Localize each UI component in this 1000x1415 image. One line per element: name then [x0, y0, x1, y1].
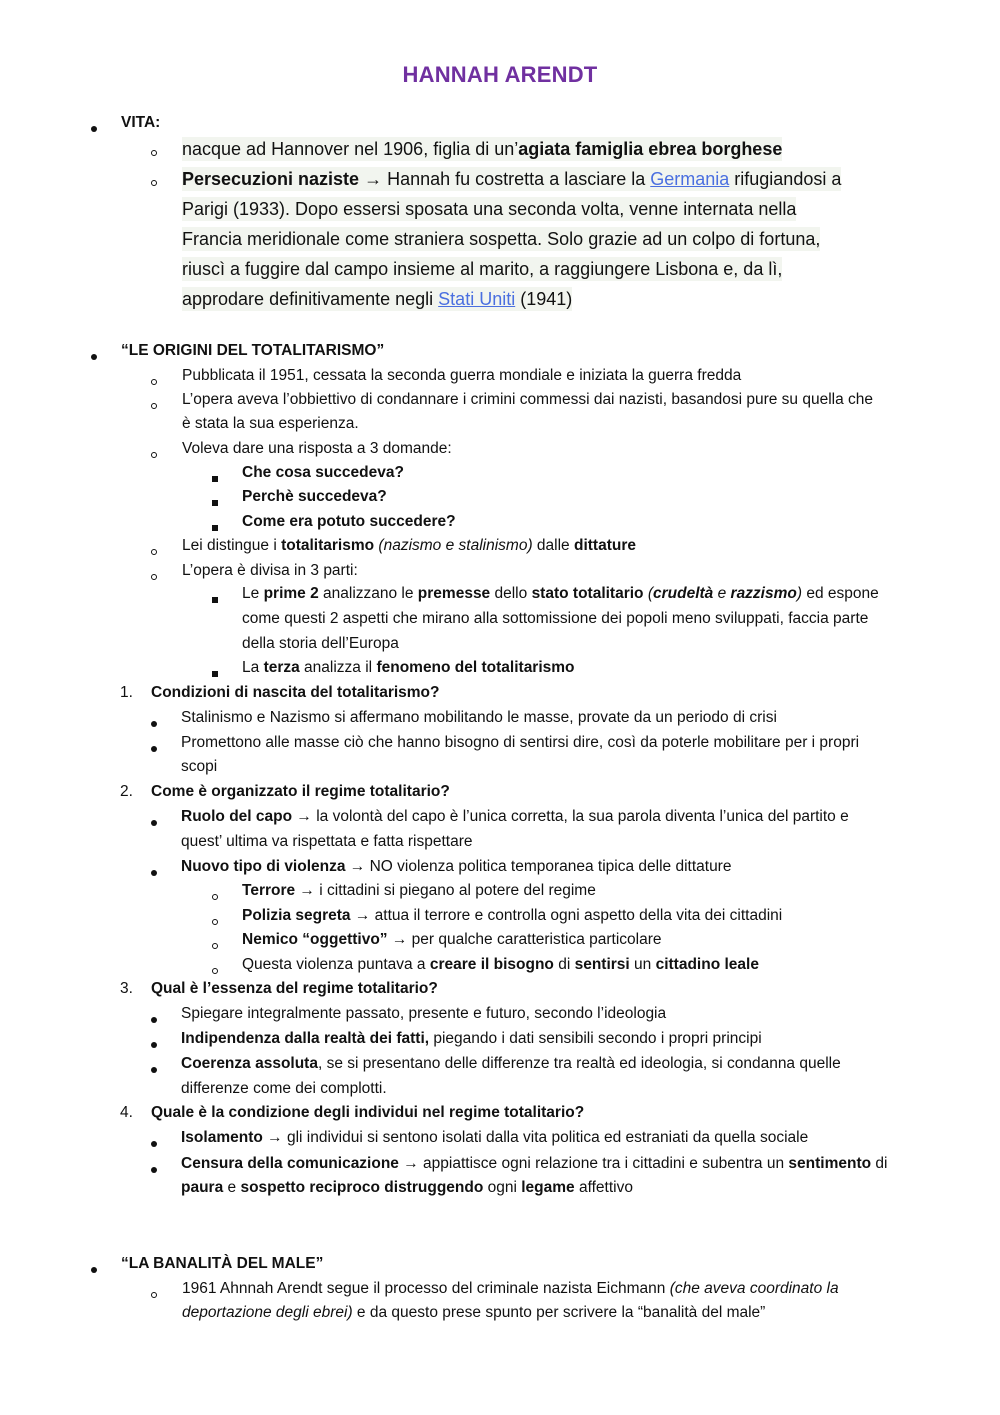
- section-1-bullet-1: Stalinismo e Nazismo si affermano mobilitando le masse, provate da un periodo di crisi: [181, 709, 777, 726]
- square-bullet: [212, 492, 218, 512]
- section-2-sub-4: Questa violenza puntava a creare il bisogno di sentirsi un cittadino leale: [242, 956, 759, 973]
- square-bullet: [212, 468, 218, 488]
- circle-bullet: [151, 444, 157, 464]
- vita-item-birth: nacque ad Hannover nel 1906, figlia di un’agiata famiglia ebrea borghese: [182, 139, 783, 159]
- arrow-right-icon: →: [350, 907, 375, 924]
- bullet: [151, 738, 157, 758]
- bullet: [151, 812, 157, 832]
- section-4-bullet-1: Isolamento → gli individui si sentono isolati dalla vita politica ed estraniati da quella sociale: [181, 1129, 809, 1146]
- section-3-bullet-2: Indipendenza dalla realtà dei fatti, piegando i dati sensibili secondo i propri principi: [181, 1030, 762, 1047]
- vita-heading: VITA:: [121, 114, 161, 131]
- vita-item-persecution-line2: Parigi (1933). Dopo essersi sposata una seconda volta, venne internata nella: [182, 199, 797, 219]
- circle-bullet: [212, 960, 218, 980]
- section-number-2: 2.: [120, 783, 133, 800]
- section-3-bullet-3-line1: Coerenza assoluta, se si presentano delle differenze tra realtà ed ideologia, si condanna quelle: [181, 1055, 841, 1072]
- bullet: [151, 1159, 157, 1179]
- circle-bullet: [151, 371, 157, 391]
- arrow-right-icon: →: [349, 858, 366, 875]
- bullet: [151, 1059, 157, 1079]
- origini-s1-line2: come questi 2 aspetti che mirano alla sottomissione dei popoli meno sviluppati, faccia parte: [242, 610, 869, 627]
- square-bullet: [212, 517, 218, 537]
- origini-p4: Lei distingue i totalitarismo (nazismo e stalinismo) dalle dittature: [182, 537, 636, 554]
- section-2-bullet-1-line2: quest’ ultima va rispettata e fatta rispettare: [181, 833, 473, 850]
- origini-p2-line2: è stata la sua esperienza.: [182, 415, 359, 432]
- arrow-right-icon: →: [267, 1129, 283, 1146]
- section-4-bullet-2-line1: Censura della comunicazione → appiattisce ogni relazione tra i cittadini e subentra un sentimento di: [181, 1155, 888, 1172]
- origini-p1: Pubblicata il 1951, cessata la seconda guerra mondiale e iniziata la guerra fredda: [182, 367, 742, 384]
- section-4-bullet-2-line2: paura e sospetto reciproco distruggendo ogni legame affettivo: [181, 1179, 633, 1196]
- section-2-sub-2: Polizia segreta → attua il terrore e controlla ogni aspetto della vita dei cittadini: [242, 907, 783, 924]
- section-number-4: 4.: [120, 1104, 133, 1121]
- section-1-heading: Condizioni di nascita del totalitarismo?: [151, 684, 440, 701]
- arrow-right-icon: →: [295, 882, 320, 899]
- origini-p5: L’opera è divisa in 3 parti:: [182, 562, 358, 579]
- vita-item-persecution-line5: approdare definitivamente negli Stati Uniti (1941): [182, 289, 573, 309]
- circle-bullet: [151, 142, 157, 162]
- section-3-heading: Qual è l’essenza del regime totalitario?: [151, 980, 438, 997]
- banalita-line1: 1961 Ahnnah Arendt segue il processo del criminale nazista Eichmann (che aveva coordinato la: [182, 1280, 839, 1297]
- vita-item-persecution-line1: Persecuzioni naziste → Hannah fu costretta a lasciare la Germania rifugiandosi a: [182, 169, 842, 189]
- circle-bullet: [212, 935, 218, 955]
- origini-s1-line3: della storia dell’Europa: [242, 635, 399, 652]
- question-2: Perchè succedeva?: [242, 488, 387, 505]
- origini-heading: “LE ORIGINI DEL TOTALITARISMO”: [121, 342, 385, 359]
- page-title: HANNAH ARENDT: [402, 62, 598, 87]
- bullet: [151, 1034, 157, 1054]
- link-germania[interactable]: Germania: [650, 169, 730, 189]
- bullet: [151, 1133, 157, 1153]
- vita-item-persecution-line3: Francia meridionale come straniera sospetta. Solo grazie ad un colpo di fortuna,: [182, 229, 821, 249]
- section-2-bullet-2: Nuovo tipo di violenza → NO violenza politica temporanea tipica delle dittature: [181, 858, 732, 875]
- square-bullet: [212, 663, 218, 683]
- arrow-right-icon: →: [387, 931, 412, 948]
- circle-bullet: [151, 566, 157, 586]
- circle-bullet: [212, 886, 218, 906]
- circle-bullet: [151, 172, 157, 192]
- bullet: [151, 1009, 157, 1029]
- circle-bullet: [151, 1284, 157, 1304]
- link-stati-uniti[interactable]: Stati Uniti: [438, 289, 516, 309]
- section-3-bullet-3-line2: differenze come dei complotti.: [181, 1080, 387, 1097]
- banalita-heading: “LA BANALITÀ DEL MALE”: [121, 1255, 324, 1272]
- circle-bullet: [212, 911, 218, 931]
- vita-item-persecution-line4: riuscì a fuggire dal campo insieme al marito, a raggiungere Lisbona e, da lì,: [182, 259, 783, 279]
- circle-bullet: [151, 395, 157, 415]
- circle-bullet: [151, 541, 157, 561]
- origini-p2-line1: L’opera aveva l’obbiettivo di condannare i crimini commessi dai nazisti, basandosi pure su quella che: [182, 391, 873, 408]
- origini-p3: Voleva dare una risposta a 3 domande:: [182, 440, 452, 457]
- origini-s2: La terza analizza il fenomeno del totalitarismo: [242, 659, 575, 676]
- section-number-1: 1.: [120, 684, 133, 701]
- section-2-sub-1: Terrore → i cittadini si piegano al potere del regime: [242, 882, 596, 899]
- bullet: [91, 1259, 97, 1279]
- section-1-bullet-2-line2: scopi: [181, 758, 218, 775]
- banalita-line2: deportazione degli ebrei) e da questo prese spunto per scrivere la “banalità del male”: [182, 1304, 766, 1321]
- section-4-heading: Quale è la condizione degli individui nel regime totalitario?: [151, 1104, 585, 1121]
- section-3-bullet-1: Spiegare integralmente passato, presente e futuro, secondo l’ideologia: [181, 1005, 667, 1022]
- bullet: [91, 118, 97, 138]
- section-2-bullet-1-line1: Ruolo del capo → la volontà del capo è l’unica corretta, la sua parola diventa l’unica del partito e: [181, 808, 849, 825]
- square-bullet: [212, 589, 218, 609]
- arrow-right-icon: →: [296, 808, 312, 825]
- section-2-sub-3: Nemico “oggettivo” → per qualche caratteristica particolare: [242, 931, 662, 948]
- bullet: [151, 713, 157, 733]
- origini-s1-line1: Le prime 2 analizzano le premesse dello stato totalitario (crudeltà e razzismo) ed espone: [242, 585, 879, 602]
- section-1-bullet-2-line1: Promettono alle masse ciò che hanno bisogno di sentirsi dire, così da poterle mobilitare per i propri: [181, 734, 860, 751]
- question-3: Come era potuto succedere?: [242, 513, 456, 530]
- section-2-heading: Come è organizzato il regime totalitario?: [151, 783, 450, 800]
- bullet: [91, 346, 97, 366]
- question-1: Che cosa succedeva?: [242, 464, 404, 481]
- section-number-3: 3.: [120, 980, 133, 997]
- arrow-right-icon: →: [403, 1155, 419, 1172]
- arrow-right-icon: →: [364, 169, 383, 189]
- bullet: [151, 862, 157, 882]
